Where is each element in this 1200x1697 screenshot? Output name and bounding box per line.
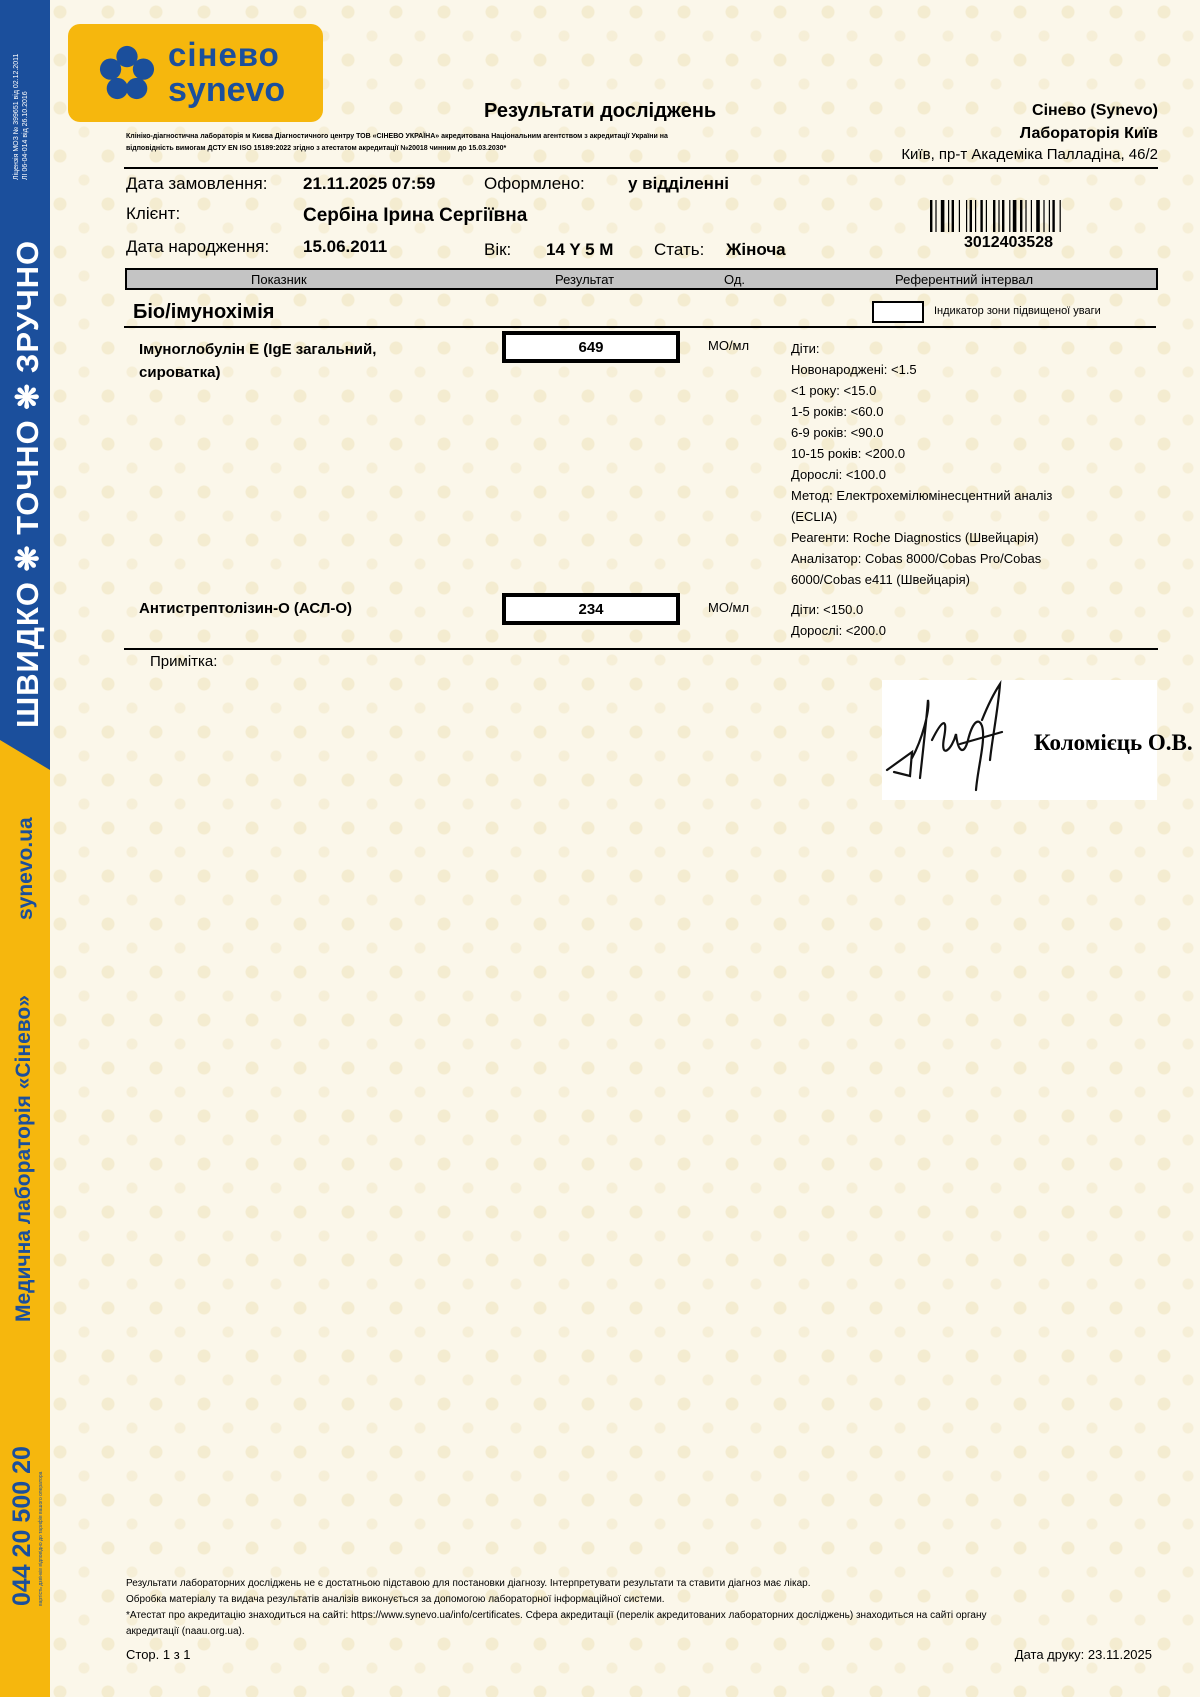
band-wedge bbox=[0, 740, 50, 770]
client-value: Сербіна Ірина Сергіївна bbox=[303, 205, 528, 226]
slogan: ШВИДКО ❋ ТОЧНО ❋ ЗРУЧНО bbox=[10, 239, 45, 728]
test-name: Антистрептолізин-О (АСЛ-О) bbox=[139, 600, 353, 617]
logo-text-en: synevo bbox=[168, 71, 286, 109]
birth-label: Дата народження: bbox=[126, 237, 270, 256]
signatory-name: Коломієць О.В. bbox=[1034, 730, 1193, 755]
accreditation-text: Клініко-діагностична лабораторія м Києва Діагностичного центру ТОВ «СІНЕВО УКРАЇНА» акредитована Національним агентством з акредитації України на відповідність вимогам ДСТУ EN ISO 15189:2022 згідно з атестатом акредитації №20018 чинним до 15.03.2030* bbox=[126, 133, 668, 152]
col-unit: Од. bbox=[724, 272, 746, 287]
result-value: 234 bbox=[502, 593, 680, 625]
indicator-legend-box bbox=[872, 301, 924, 323]
header-divider bbox=[124, 167, 1158, 169]
print-date: Дата друку: 23.11.2025 bbox=[1014, 1647, 1152, 1662]
page-number: Стор. 1 з 1 bbox=[126, 1647, 191, 1662]
lab-address: Київ, пр-т Академіка Палладіна, 46/2 bbox=[901, 146, 1158, 163]
result-unit: МО/мл bbox=[708, 338, 750, 353]
flower-icon bbox=[98, 44, 156, 102]
barcode bbox=[930, 200, 1100, 232]
order-date-value: 21.11.2025 07:59 bbox=[303, 174, 436, 193]
note-label: Примітка: bbox=[150, 653, 218, 670]
col-indicator: Показник bbox=[251, 272, 307, 287]
section-divider bbox=[124, 326, 1156, 328]
order-date-label: Дата замовлення: bbox=[126, 174, 268, 193]
results-table-header bbox=[125, 268, 1158, 290]
col-result: Результат bbox=[555, 272, 615, 287]
lab-city: Лабораторія Київ bbox=[1019, 125, 1158, 142]
client-label: Клієнт: bbox=[126, 204, 181, 223]
signature-scribble bbox=[882, 680, 1022, 800]
license-text: Ліцензія МОЗ № 399651 від 02.12.2011 ЛІ 06-04-014 від 26.10.2016 bbox=[13, 53, 29, 180]
phone-number[interactable]: 044 20 500 20 bbox=[8, 1446, 36, 1606]
test-name: Імуноглобулін Е (IgE загальний, сироватка) bbox=[139, 341, 377, 381]
col-reference: Референтний інтервал bbox=[895, 272, 1034, 287]
issued-label: Оформлено: bbox=[484, 174, 585, 193]
reference-interval: Діти: <150.0 Дорослі: <200.0 bbox=[791, 602, 886, 638]
website-link[interactable]: synevo.ua bbox=[14, 817, 37, 920]
logo-text-ua: сінево bbox=[168, 36, 280, 73]
synevo-logo bbox=[68, 24, 323, 122]
age-label: Вік: bbox=[484, 240, 512, 259]
phone-note: вартість дзвінків відповідно до тарифів вашого оператора bbox=[38, 1471, 44, 1606]
age-value: 14 Y 5 M bbox=[546, 240, 614, 259]
table-bottom-divider bbox=[124, 648, 1158, 650]
sex-value: Жіноча bbox=[726, 240, 786, 259]
result-unit: МО/мл bbox=[708, 600, 750, 615]
barcode-number: 3012403528 bbox=[964, 234, 1053, 251]
birth-value: 15.06.2011 bbox=[303, 237, 388, 256]
footer-disclaimer: Результати лабораторних досліджень не є достатньою підставою для постановки діагнозу. Інтерпретувати результати та ставити діагноз має лікар. Обробка матеріалу та видача результатів аналізів виконується за допомогою лабораторної інформаційної системи. *Атестат про акредитацію знаходиться на сайті: https://www.synevo.ua/info/certificates. Сфера акредитації (перелік акредитованих лабораторних досліджень) знаходиться на сайті органу акредитації (naau.org.ua). bbox=[126, 1578, 987, 1637]
result-value: 649 bbox=[502, 331, 680, 363]
issued-value: у відділенні bbox=[628, 174, 729, 193]
section-title: Біо/імунохімія bbox=[133, 301, 275, 323]
sex-label: Стать: bbox=[654, 240, 705, 259]
lab-name: Сінево (Synevo) bbox=[1032, 102, 1158, 119]
page-title: Результати досліджень bbox=[484, 100, 717, 122]
reference-interval: Діти: Новонароджені: <1.5 <1 року: <15.0 1-5 років: <60.0 6-9 років: <90.0 10-15 років: <200.0 Дорослі: <100.0 Метод: Електрохемілюмінесцентний аналіз (ECLIA) Реагенти: Roche Diagnostics (Швейцарія) Аналізатор: Cobas 8000/Cobas Pro/Cobas 6000/Cobas e411 (Швейцарія) bbox=[791, 341, 1053, 587]
indicator-legend-text: Індикатор зони підвищеної уваги bbox=[934, 305, 1101, 317]
lab-label: Медична лабораторія «Сінево» bbox=[12, 995, 35, 1322]
